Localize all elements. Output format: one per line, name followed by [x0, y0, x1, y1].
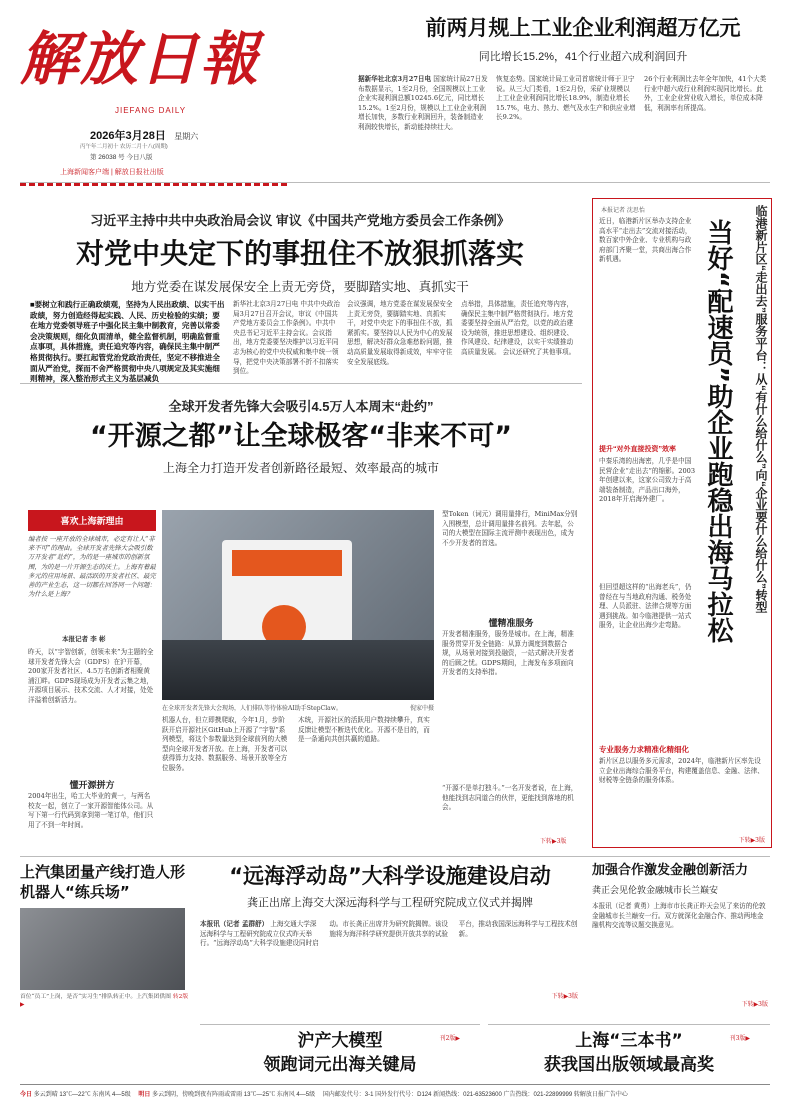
- dev-subtitle: 上海全力打造开发者创新路径最短、效率最高的城市: [162, 461, 439, 475]
- finance-subtitle: 龚正会见伦敦金融城市长兰巅安: [592, 886, 719, 896]
- promo-1-title-2: 领跑词元出海关键局: [263, 1055, 417, 1075]
- robot-story[interactable]: [20, 862, 190, 1022]
- dev-commentary: 编者按 一座开放的全球城市，必定有让人“非来不可”的理由。全球开发者先锋大会吸引数万开发者“赴约”，为的是一座城市的创新氛围，为的是一片开源生态的沃土。上海有着最多元的应用场景、最活跃的开发者社区、最完善的产业生态，这一切都在回答同一个问题：为什么是上海？: [28, 535, 156, 599]
- top-story-byline: 据新华社北京3月27日电: [358, 75, 432, 83]
- masthead: [20, 14, 290, 209]
- lead-title: 对党中央定下的事扭住不放狠抓落实: [75, 237, 524, 270]
- top-story-col-3: 26个行业利润比去年全年加快，41个大类行业中超六成行业利润实现同比增长。此外，工业企业营业收入增长，单位成本降低，利润率有所提高。: [644, 75, 767, 112]
- robot-more[interactable]: 转2版▶: [20, 994, 189, 1008]
- sidebar-text-1: 近日，临港新片区举办支持企业高水平“走出去”交流对接活动，数百家中外企业、专业机构与政府部门齐聚一堂，共商出海合作新机遇。: [599, 217, 692, 264]
- sidebar-subhead-1: 提升“对外直接投资”效率: [599, 446, 676, 453]
- science-title: “远海浮动岛”大科学设施建设启动: [229, 864, 551, 888]
- dev-commentary-box: [28, 510, 156, 630]
- promo-1-page[interactable]: 刊2版▶: [439, 1035, 460, 1042]
- dev-col-text-4: 木统，开源社区的活跃用户数持续攀升，真实反馈让模型不断迭代优化。开源不是目的，而是一条通向共创共赢的道路。: [298, 716, 430, 744]
- promo-1-title-1: 沪产大模型: [297, 1031, 383, 1051]
- top-story-col-1: [358, 75, 488, 167]
- sidebar-subhead-2: 专业服务力求精准化精细化: [599, 745, 689, 754]
- sidebar-story[interactable]: [592, 198, 772, 848]
- divider-lead: [20, 383, 582, 384]
- dev-title: “开源之都”让全球极客“非来不可”: [90, 421, 512, 452]
- sidebar-title: 当好“配速员”助企业跑稳出海马拉松: [703, 219, 733, 644]
- finance-story[interactable]: [592, 862, 770, 1012]
- robot-caption-text: 首位“员工”上岗，是否“实习生”排队转正中。上汽集团供图: [20, 994, 171, 1000]
- finance-text: 本报讯（记者 黄勇）上海市市长龚正昨天会见了来访的伦敦金融城市长兰巅安一行。双方就深化金融合作、推动两地金融机构交流等议题交换意见。: [592, 902, 766, 930]
- lead-kicker: 习近平主持中共中央政治局会议 审议《中国共产党地方委员会工作条例》: [90, 213, 510, 228]
- promo-2-title-1: 上海“三本书”: [575, 1031, 683, 1051]
- science-continued[interactable]: 下转▶3版: [551, 993, 578, 1000]
- lead-continued: 会议还研究了其他事项。: [502, 347, 576, 356]
- top-story[interactable]: [398, 14, 768, 64]
- dev-col-text-5: 型Token（词元）调用量排行，MiniMax分别入围模型，总计调用量排名前列。去年起，公司的大模型在国际主流评测中表现出色，成为不少开发者的首选。: [442, 510, 578, 547]
- lead-subtitle: 地方党委在谋发展保安全上责无旁贷，要脚踏实地、真抓实干: [131, 279, 469, 294]
- promo-box-2[interactable]: [488, 1024, 770, 1080]
- lead-body-2: 会议强调，地方党委在谋发展保安全上责无旁贷，要脚踏实地、真抓实干，对党中央定下的事扭住不放，抓紧抓实。要坚持以人民为中心的发展思想，解决好群众急难愁盼问题，推动高质量发展取得新成效，牢牢守住安全发展底线。: [347, 300, 453, 366]
- science-text-body: 上海交通大学深远海科学与工程研究院成立仪式昨天举行。“远海浮动岛”大科学设施建设同时启动。市长龚正出席并为研究院揭牌。该设施将为海洋科学研究提供开放共享的试验平台，推动我国深远海科学与工程技术创新。: [200, 920, 578, 948]
- masthead-weekday: 星期六: [174, 132, 199, 141]
- sidebar-kicker: 临港新片区“走出去”服务平台：从“有什么给什么”向“企业要什么给什么”转型: [754, 205, 768, 613]
- sidebar-continued[interactable]: 下转▶3版: [738, 837, 765, 844]
- dev-col-text-7: “开源不是单打独斗。”一名开发者说，在上海，他能找到志同道合的伙伴，更能找到落地的机会。: [442, 784, 578, 812]
- dev-continued[interactable]: 下转▶3版: [540, 838, 567, 845]
- masthead-slogan: 上海新闻客户端 | 解放日报社出版: [60, 169, 164, 176]
- science-story[interactable]: [200, 862, 580, 1022]
- footer-info: 国内邮发代号：3-1 国外发行代号：D124 新闻热线：021-63523600 广告热线：021-22899999 转解放日报广告中心: [322, 1092, 628, 1098]
- dev-photo-caption: [162, 703, 434, 712]
- photo-billboard-bar: [232, 550, 342, 576]
- masthead-lunar: 丙午年二月初十 农历二月十八(周期): [80, 144, 168, 150]
- top-story-subtitle: 同比增长15.2%，41个行业超六成利润回升: [478, 51, 688, 63]
- lead-body-3-text: 点举措，具体措施，责任追究等内容，确保民主集中制严格贯彻执行。地方党委要坚持全面从严治党，以党的政治建设为统领，推进思想建设、组织建设、作风建设、纪律建设，以实干实绩推动高质量发展。: [461, 300, 574, 356]
- promo-box-1[interactable]: [200, 1024, 480, 1080]
- finance-title: 加强合作激发金融创新活力: [592, 863, 749, 878]
- sidebar-text-3: 但回望超这样的“出海老兵”，仍曾经在与当地政府沟通、税务处理、人员派驻、法律合规等方面遇到挑战。如今临港提供一站式服务，让企业出海少走弯路。: [599, 583, 692, 630]
- sidebar-text-4: 新片区总以服务多元需求，2024年，临港新片区率先设立企业出海综合服务平台，构建覆盖信息、金融、法律、财税等全链条的服务体系。: [599, 757, 764, 785]
- science-reporter: 本报讯（记者 孟群舒）: [200, 920, 269, 928]
- divider-top: [20, 182, 770, 183]
- photo-crowd: [162, 640, 434, 700]
- footer-tomorrow-label: 明日: [138, 1092, 151, 1098]
- footer-tomorrow-weather: 多云到阴，傍晚到夜有阵雨或雷雨 13℃—25℃ 东南风 4—5级: [152, 1092, 316, 1098]
- dev-commentary-header: 喜欢上海新理由: [28, 510, 156, 531]
- dev-col-text-3: 机器人台，但立即携爬取，今年1月，步阶跃开启开源社区GitHub上开源了“宇智”系列模型，将这个参数量达到全球前列的大模型向全球开发者开放。在上海，开发者可以获得算力支持、数据服务、场景开放等全方位服务。: [162, 716, 288, 772]
- robot-title: 上汽集团量产线打造人形机器人“练兵场”: [20, 863, 186, 901]
- lead-body-3: [461, 300, 579, 376]
- footer: [20, 1084, 770, 1100]
- lead-story[interactable]: [20, 200, 580, 295]
- science-text: [200, 920, 580, 990]
- masthead-date: 2026年3月28日: [90, 130, 166, 142]
- dev-photo-caption-text: 在全球开发者先锋大会现场，人们排队等待体验AI助手StepClaw。: [162, 705, 342, 712]
- dev-col-text-2: 2004年出生，哈工大毕业的黄一，与两名校友一起，创立了一家开源智能体公司。从写下第一行代码到拿到第一笔订单，他们只用了不到一年时间。: [28, 792, 154, 829]
- dev-col-text-6: 开发者精准服务，服务是城市。在上海，精准服务贯穿开发全链路：从算力调度到数据合规，从场景对接到投融资，一站式解决开发者的后顾之忧。GDPS期间，上海发布多项面向开发者的支持举措。: [442, 630, 574, 677]
- promo-2-title-2: 获我国出版领域最高奖: [544, 1055, 714, 1075]
- lead-summary: ■要树立和践行正确政绩观，坚持为人民出政绩、以实干出政绩，努力创造经得起实践、人民、历史检验的实绩；要在地方党委领导班子中强化民主集中制教育，完善以常委会决策规则，细化负面清单，健全监督机制，明确监督重点事项，具体措施，责任追究等内容，确保民主集中制严格贯彻执行。要扛起管党治党政治责任，坚定不移推进全面从严治党，探而不舍严格贯彻中央八项规定及其实施细则精神，深入整治形式主义为基层减负: [30, 300, 225, 384]
- dev-col-subhead-2: 懂精准服务: [488, 618, 534, 628]
- promo-2-page[interactable]: 刊3版▶: [729, 1035, 750, 1042]
- finance-continued[interactable]: 下转▶3版: [741, 1001, 768, 1008]
- top-story-title: 前两月规上工业企业利润超万亿元: [425, 16, 741, 40]
- dev-photo: [162, 510, 434, 700]
- dev-reporter: 本报记者 李 彬: [62, 635, 106, 643]
- dev-photo-credit: 倪家中摄: [409, 705, 434, 712]
- masthead-logo-en: JIEFANG DAILY: [115, 106, 187, 115]
- sidebar-reporter: 本报记者 沈思怡: [601, 207, 645, 214]
- robot-photo: [20, 908, 185, 990]
- masthead-issue: 第 26038 号 今日八版: [90, 154, 153, 161]
- sidebar-text-2: 中秦乐湾的出海密，几乎是中国民营企业“走出去”的缩影。2003年创建以来，这家公司致力于高端装备制造，产品出口海外，2018年开启海外建厂。: [599, 457, 696, 504]
- robot-caption: [20, 993, 190, 1009]
- lead-body-1: 新华社北京3月27日电 中共中央政治局3月27日召开会议，审议《中国共产党地方委员会工作条例》。中共中央总书记习近平主持会议。会议指出，地方党委要坚决维护以习近平同志为核心的党中央权威和集中统一领导，把党中央决策部署不折不扣落实到位。: [233, 300, 340, 376]
- top-story-col-2: 恢复态势。国家统计局工业司首席统计师于卫宁说。从三大门类看，1至2月份，采矿业规模以上工业企业利润同比增长18.9%，制造业增长15.7%，电力、热力、燃气及水生产和供应业增长9.2%。: [496, 75, 636, 122]
- dev-col-subhead-1: 懂开源拼方: [69, 780, 115, 790]
- divider-bottom: [20, 856, 770, 857]
- footer-today-weather: 多云到晴 13℃—22℃ 东南风 4—5级: [33, 1092, 131, 1098]
- science-subtitle: 龚正出席上海交大深远海科学与工程研究院成立仪式并揭牌: [247, 896, 533, 909]
- footer-today-label: 今日: [20, 1092, 33, 1098]
- dev-kicker: 全球开发者先锋大会吸引4.5万人本周末“赴约”: [168, 399, 434, 414]
- masthead-logo: 解放日報: [20, 25, 261, 93]
- dev-col-text-1: 昨天，以“宇智创新，创领未来”为主题的全球开发者先锋大会（GDPS）在沪开幕，200家开发者社区、4.5万名创新者相聚黄浦江畔。GDPS现场成为开发者云集之地，开源项目展示、技术交流、人才对接，处处洋溢着创新活力。: [28, 648, 154, 704]
- top-story-text-a: 国家统计局27日发布数据显示，1至2月份，全国规模以上工业企业实现利润总额10245.6亿元，同比增长15.2%。1至2月份，规模以上工业企业利润增长加快，多数行业利润回升，装备制造业利润较快增长，新动能持续壮大。: [358, 75, 488, 131]
